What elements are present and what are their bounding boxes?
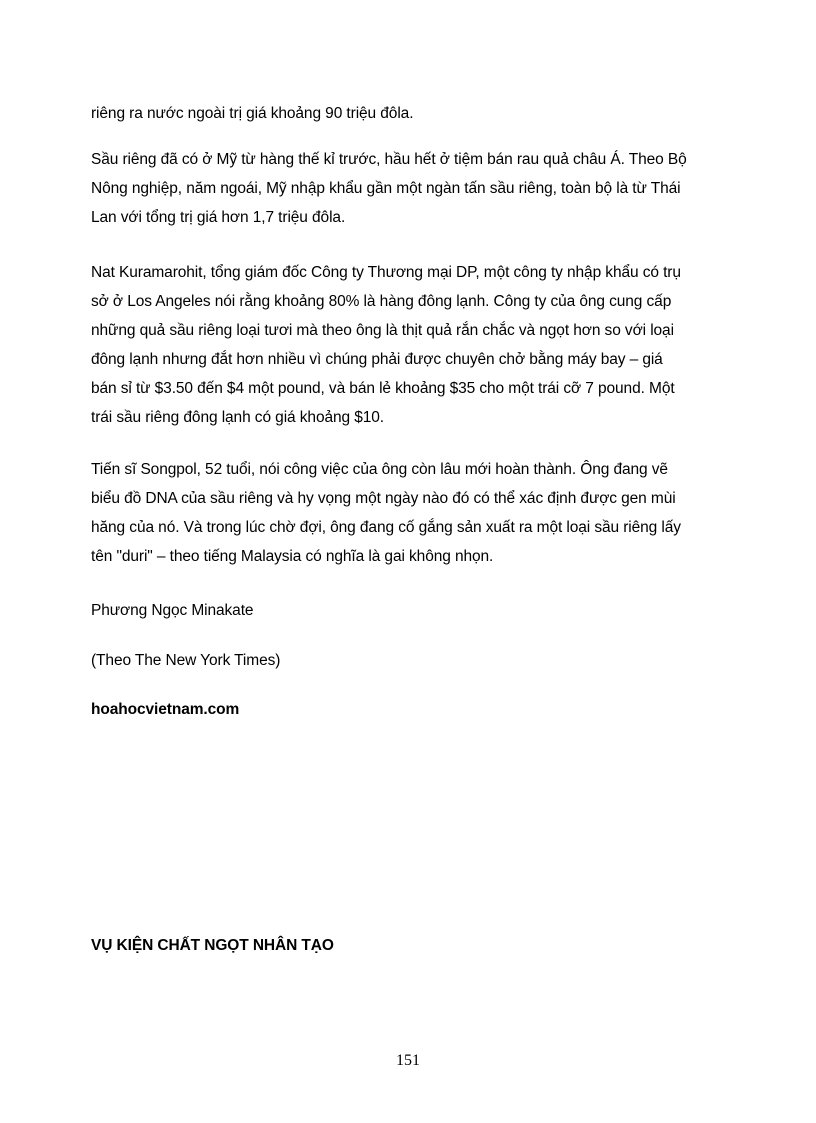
text-line: sở ở Los Angeles nói rằng khoảng 80% là hàng đông lạnh. Công ty của ông cung cấp [91, 293, 672, 310]
text-line: bán sỉ từ $3.50 đến $4 một pound, và bán lẻ khoảng $35 cho một trái cỡ 7 pound. Một [91, 380, 675, 397]
text-line: Nat Kuramarohit, tổng giám đốc Công ty Thương mại DP, một công ty nhập khẩu có trụ [91, 264, 681, 281]
text-line: hăng của nó. Và trong lúc chờ đợi, ông đang cố gắng sản xuất ra một loại sầu riêng lấy [91, 519, 681, 536]
text-line: riêng ra nước ngoài trị giá khoảng 90 triệu đôla. [91, 105, 414, 122]
text-line: Nông nghiệp, năm ngoái, Mỹ nhập khẩu gần một ngàn tấn sầu riêng, toàn bộ là từ Thái [91, 180, 681, 197]
text-line: đông lạnh nhưng đắt hơn nhiều vì chúng phải được chuyên chở bằng máy bay – giá [91, 351, 663, 368]
author-name: Phương Ngọc Minakate [91, 602, 254, 619]
text-line: những quả sầu riêng loại tươi mà theo ông là thịt quả rắn chắc và ngọt hơn so với loại [91, 322, 674, 339]
text-line: trái sầu riêng đông lạnh có giá khoảng $10. [91, 409, 385, 426]
text-line: Lan với tổng trị giá hơn 1,7 triệu đôla. [91, 209, 346, 226]
website-credit: hoahocvietnam.com [91, 701, 240, 718]
text-line: Tiến sĩ Songpol, 52 tuổi, nói công việc của ông còn lâu mới hoàn thành. Ông đang vẽ [91, 461, 668, 478]
source-credit: (Theo The New York Times) [91, 652, 281, 669]
text-line: biểu đồ DNA của sầu riêng và hy vọng một ngày nào đó có thể xác định được gen mùi [91, 490, 676, 507]
text-line: tên "duri" – theo tiếng Malaysia có nghĩa là gai không nhọn. [91, 548, 494, 565]
page-number: 151 [396, 1052, 420, 1069]
text-line: Sầu riêng đã có ở Mỹ từ hàng thế kỉ trước, hầu hết ở tiệm bán rau quả châu Á. Theo Bộ [91, 151, 687, 168]
section-heading: VỤ KIỆN CHẤT NGỌT NHÂN TẠO [91, 937, 334, 954]
